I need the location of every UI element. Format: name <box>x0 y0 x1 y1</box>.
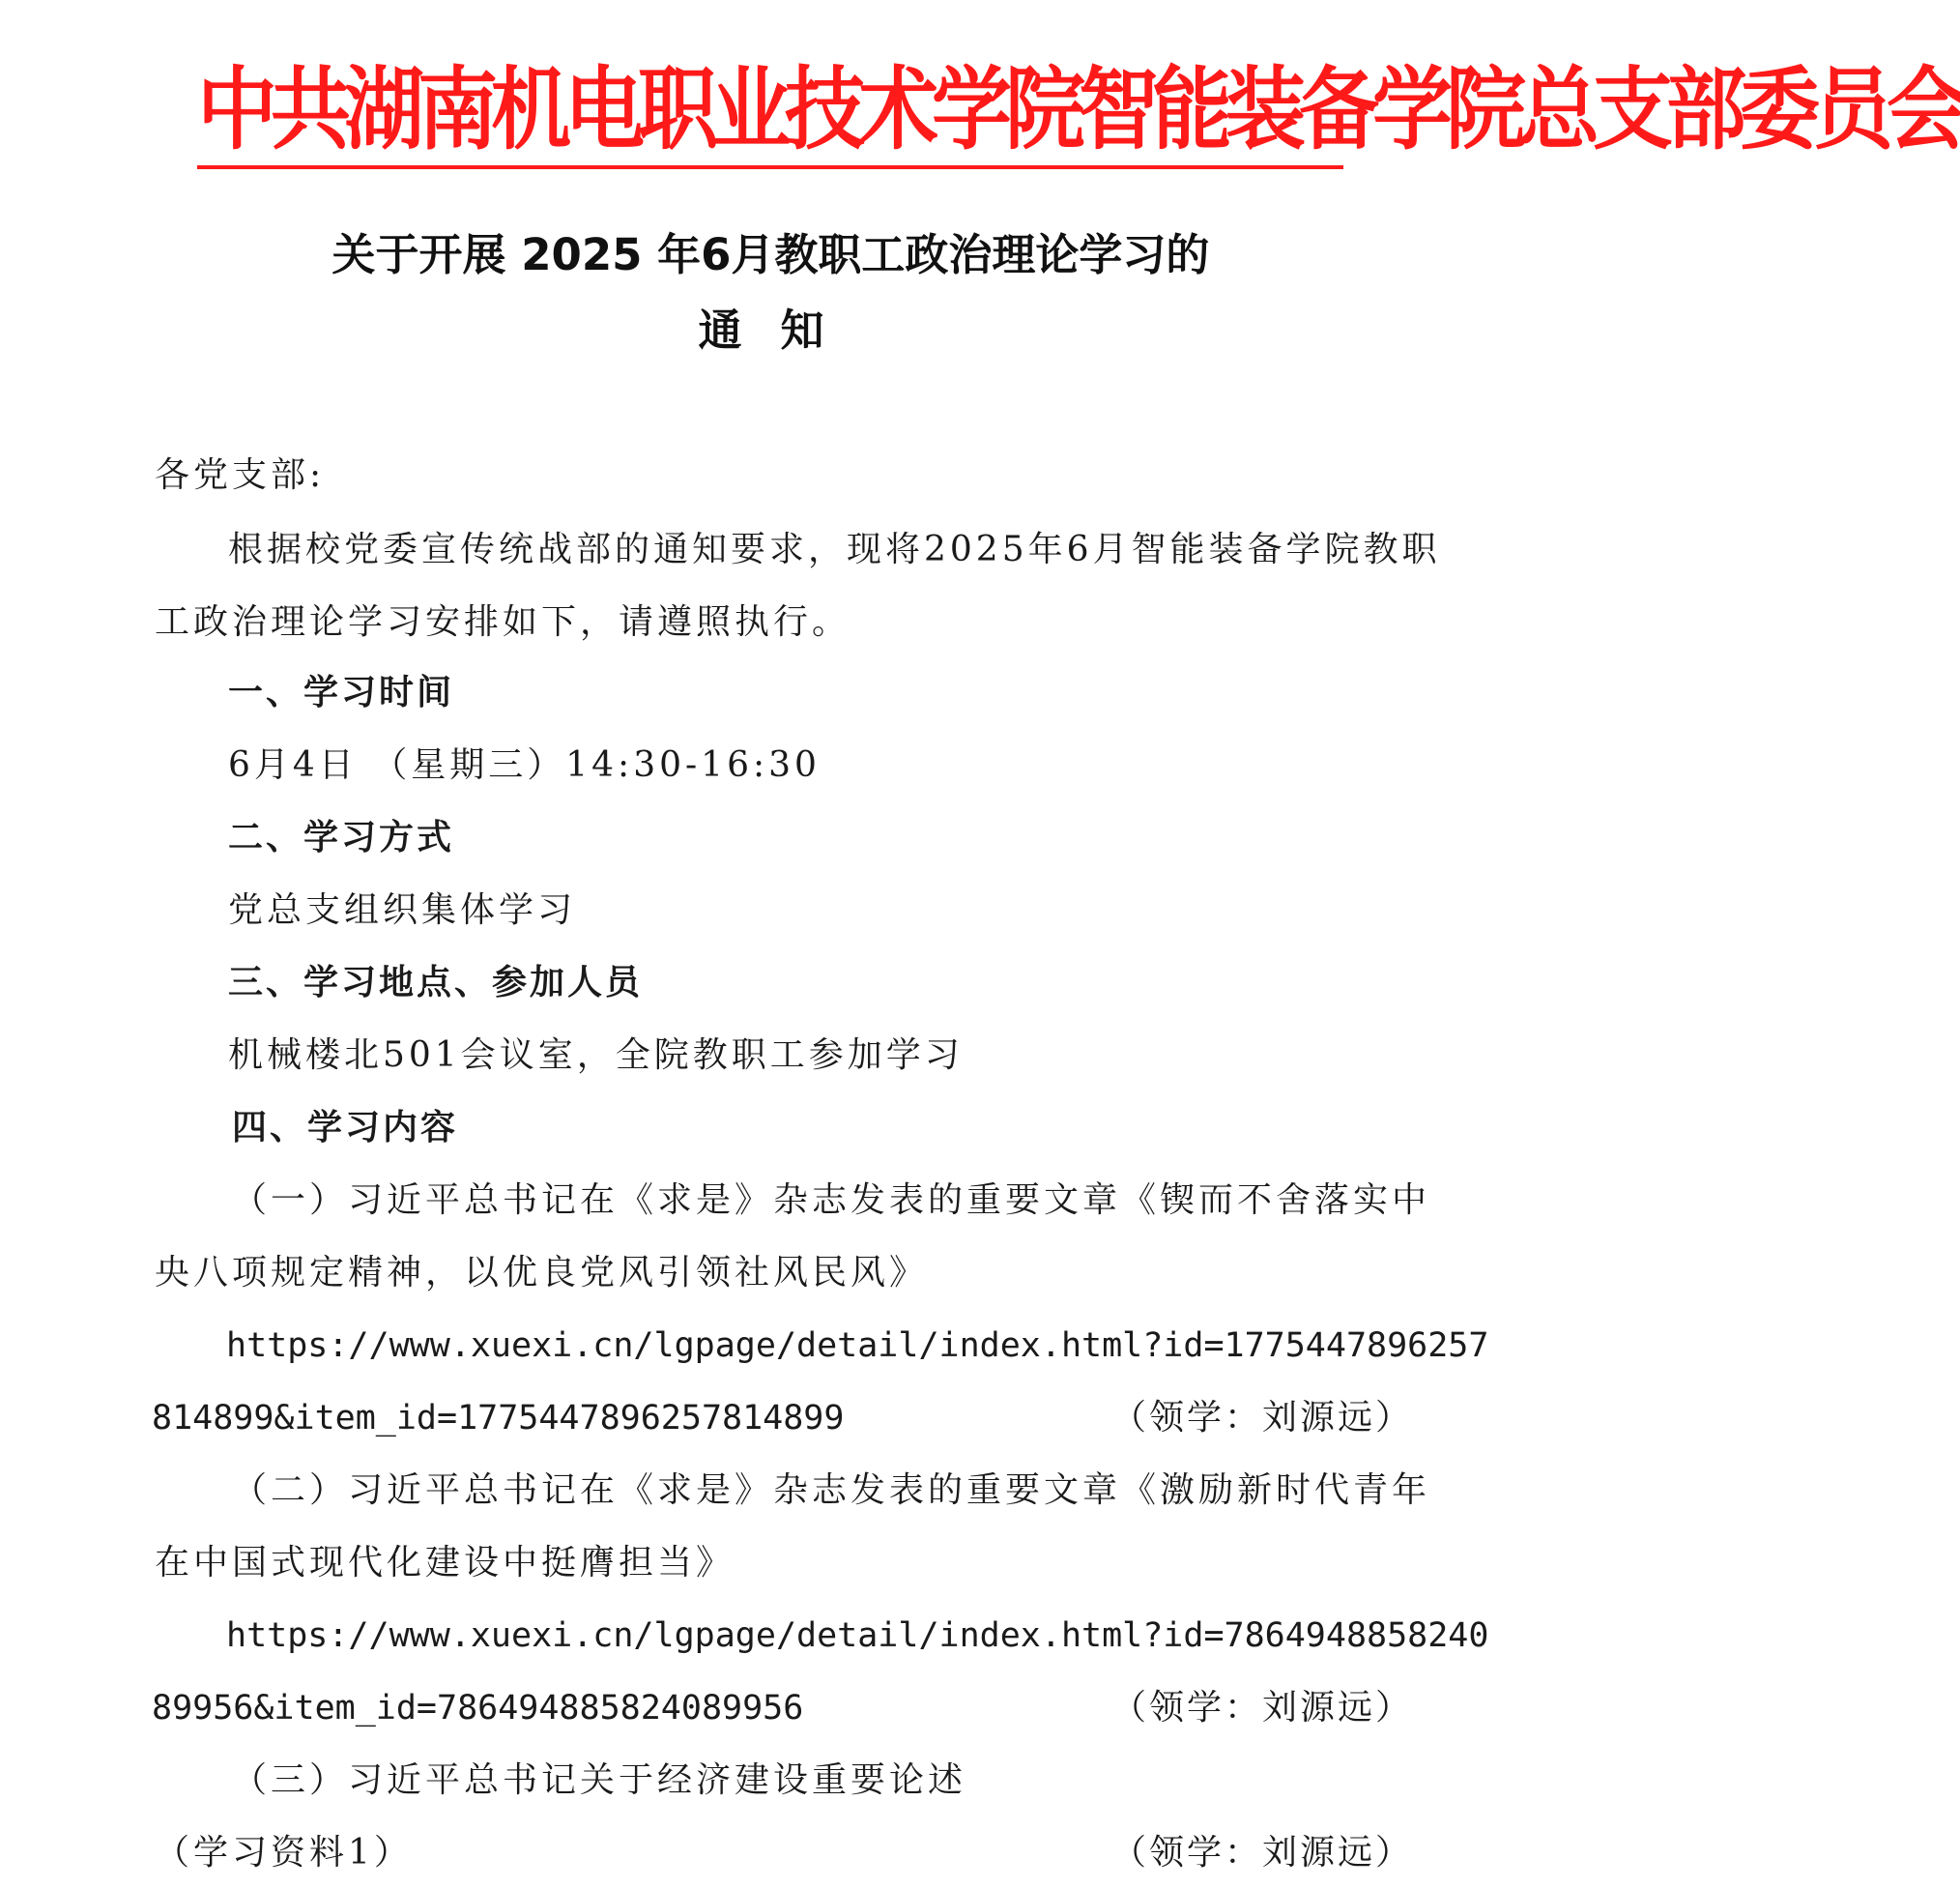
section-heading-time: 一、学习时间 <box>228 673 455 712</box>
content-item-1-link-cont[interactable]: 814899&item_id=1775447896257814899 <box>152 1399 845 1438</box>
content-item-2-leader: （领学：刘源远） <box>1111 1688 1414 1728</box>
section-heading-content: 四、学习内容 <box>232 1108 459 1147</box>
org-masthead: 中共湖南机电职业技术学院智能装备学院总支部委员会 <box>197 57 1960 162</box>
content-item-1-line1: （一）习近平总书记在《求是》杂志发表的重要文章《锲而不舍落实中 <box>232 1180 1431 1220</box>
red-divider-line <box>197 165 1343 169</box>
content-item-1-link[interactable]: https://www.xuexi.cn/lgpage/detail/index.html?id=1775447896257 <box>226 1326 1489 1365</box>
content-item-3-material: （学习资料1） <box>155 1833 413 1873</box>
intro-paragraph-line1: 根据校党委宣传统战部的通知要求，现将2025年6月智能装备学院教职 <box>228 530 1441 569</box>
content-item-3-leader: （领学：刘源远） <box>1111 1833 1414 1873</box>
content-item-1-leader: （领学：刘源远） <box>1111 1398 1414 1438</box>
content-item-3-line1: （三）习近平总书记关于经济建设重要论述 <box>232 1760 967 1800</box>
section-text-time: 6月4日 （星期三）14:30-16:30 <box>228 745 821 785</box>
intro-paragraph-line2: 工政治理论学习安排如下，请遵照执行。 <box>155 602 851 642</box>
section-heading-location: 三、学习地点、参加人员 <box>228 963 644 1002</box>
section-text-location: 机械楼北501会议室，全院教职工参加学习 <box>228 1035 964 1075</box>
content-item-2-link-cont[interactable]: 89956&item_id=786494885824089956 <box>152 1689 804 1728</box>
content-item-1-line2: 央八项规定精神，以优良党风引领社风民风》 <box>155 1253 929 1293</box>
content-item-2-line2: 在中国式现代化建设中挺膺担当》 <box>155 1543 735 1583</box>
content-item-2-line1: （二）习近平总书记在《求是》杂志发表的重要文章《激励新时代青年 <box>232 1470 1431 1510</box>
notice-title: 关于开展 2025 年6月教职工政治理论学习的 <box>331 229 1210 280</box>
salutation: 各党支部: <box>155 455 326 495</box>
content-item-2-link[interactable]: https://www.xuexi.cn/lgpage/detail/index.html?id=7864948858240 <box>226 1616 1489 1655</box>
notice-subtitle: 通知 <box>698 305 863 356</box>
section-heading-method: 二、学习方式 <box>228 818 455 857</box>
section-text-method: 党总支组织集体学习 <box>228 890 577 930</box>
